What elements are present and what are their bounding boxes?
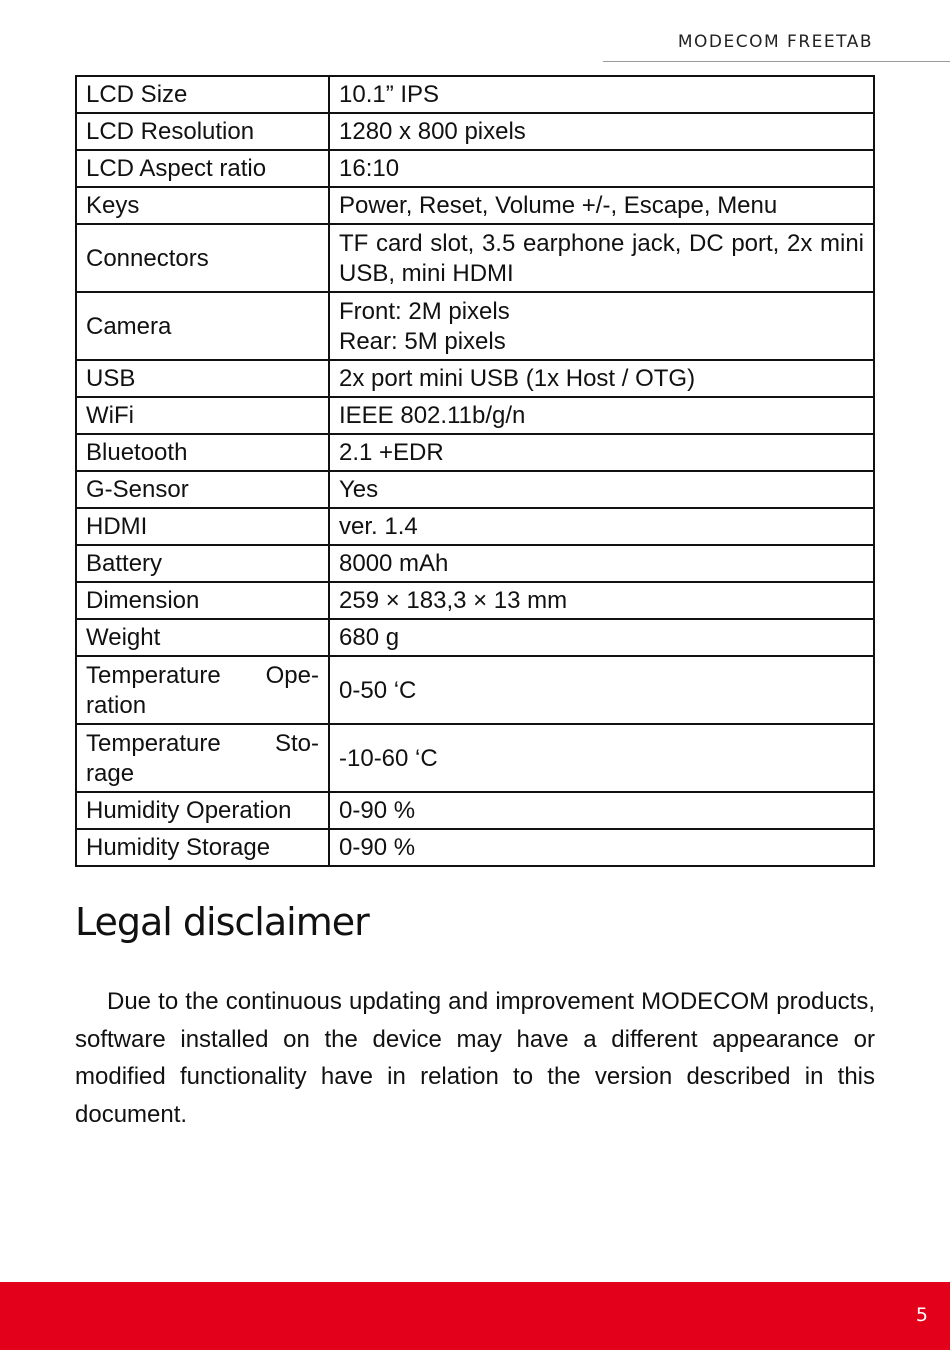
spec-table [75, 75, 875, 867]
spec-value: Yes [329, 471, 874, 508]
table-row [76, 582, 874, 619]
spec-label: Temperature Sto-rage [76, 724, 329, 792]
table-row [76, 471, 874, 508]
table-row [76, 545, 874, 582]
table-row [76, 397, 874, 434]
spec-value: 259 × 183,3 × 13 mm [329, 582, 874, 619]
spec-value: ver. 1.4 [329, 508, 874, 545]
table-row [76, 113, 874, 150]
spec-value: 680 g [329, 619, 874, 656]
spec-label: Humidity Storage [76, 829, 329, 866]
spec-value: 10.1” IPS [329, 76, 874, 113]
spec-value: 2.1 +EDR [329, 434, 874, 471]
spec-label: LCD Size [76, 76, 329, 113]
running-header-brand: MODECOM FREETAB [677, 32, 873, 52]
table-row [76, 656, 874, 724]
spec-value: 0-90 % [329, 829, 874, 866]
spec-value: 0-90 % [329, 792, 874, 829]
spec-value: 1280 x 800 pixels [329, 113, 874, 150]
spec-label: Battery [76, 545, 329, 582]
table-row [76, 508, 874, 545]
spec-label: Keys [76, 187, 329, 224]
spec-value: IEEE 802.11b/g/n [329, 397, 874, 434]
spec-value: 8000 mAh [329, 545, 874, 582]
table-row [76, 76, 874, 113]
disclaimer-paragraph: Due to the continuous updating and improvement MODECOM products, software installed on the device may have a different appearance or modified functionality have in relation to the version described in this document. [75, 988, 875, 1128]
spec-label: Camera [76, 292, 329, 360]
table-row [76, 187, 874, 224]
table-row [76, 724, 874, 792]
spec-value: 2x port mini USB (1x Host / OTG) [329, 360, 874, 397]
spec-label: Dimension [76, 582, 329, 619]
table-row [76, 619, 874, 656]
spec-value: 16:10 [329, 150, 874, 187]
spec-label: Weight [76, 619, 329, 656]
spec-value: TF card slot, 3.5 earphone jack, DC port, 2x mini USB, mini HDMI [329, 224, 874, 292]
table-row [76, 292, 874, 360]
table-row [76, 829, 874, 866]
spec-label: WiFi [76, 397, 329, 434]
spec-value: -10-60 ‘C [329, 724, 874, 792]
spec-label: G-Sensor [76, 471, 329, 508]
spec-value: Front: 2M pixels Rear: 5M pixels [329, 292, 874, 360]
footer-band [0, 1282, 950, 1350]
spec-label: LCD Aspect ratio [76, 150, 329, 187]
spec-label: Connectors [76, 224, 329, 292]
table-row [76, 360, 874, 397]
table-row [76, 150, 874, 187]
spec-label: Temperature Ope-ration [76, 656, 329, 724]
table-row [76, 224, 874, 292]
spec-label: Humidity Operation [76, 792, 329, 829]
page-number: 5 [915, 1304, 928, 1326]
spec-label: Bluetooth [76, 434, 329, 471]
spec-label: USB [76, 360, 329, 397]
header-rule [603, 61, 950, 62]
section-title-legal-disclaimer: Legal disclaimer [75, 900, 369, 944]
table-row [76, 792, 874, 829]
spec-value: 0-50 ‘C [329, 656, 874, 724]
table-row [76, 434, 874, 471]
spec-label: LCD Resolution [76, 113, 329, 150]
spec-value: Power, Reset, Volume +/-, Escape, Menu [329, 187, 874, 224]
spec-label: HDMI [76, 508, 329, 545]
